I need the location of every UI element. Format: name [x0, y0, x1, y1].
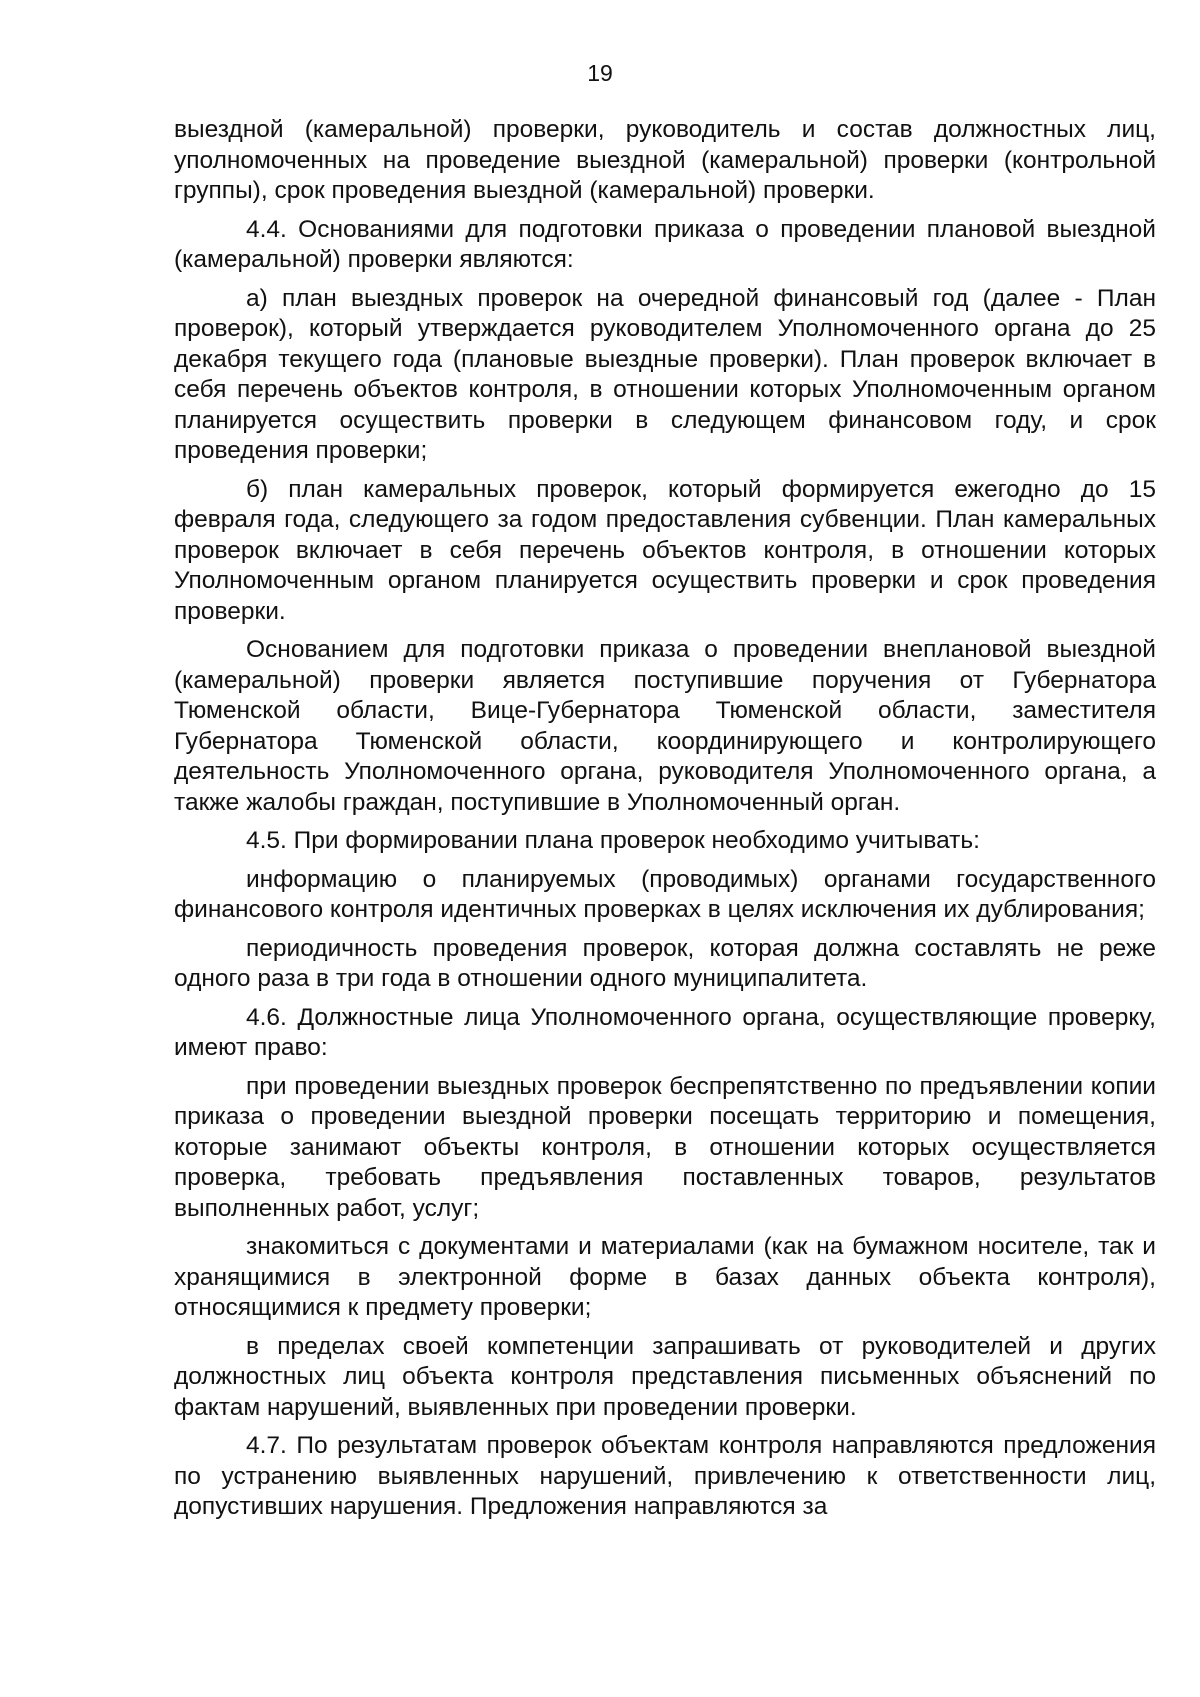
paragraph-4-6: 4.6. Должностные лица Уполномоченного органа, осуществляющие проверку, имеют право: [174, 1003, 1156, 1061]
paragraph-4-4: 4.4. Основаниями для подготовки приказа о проведении плановой выездной (камеральной) проверки являются: [174, 215, 1156, 273]
paragraph-4-4-a: а) план выездных проверок на очередной финансовый год (далее - План проверок), который утверждается руководителем Уполномоченного органа до 25 декабря текущего года (плановые выездные проверки). План проверок включает в себя перечень объектов контроля, в отношении которых Уполномоченным органом планируется осуществить проверки в следующем финансовом году, и срок проведения проверки; [174, 284, 1156, 464]
paragraph-4-6-item-3: в пределах своей компетенции запрашивать от руководителей и других должностных лиц объекта контроля представления письменных объяснений по фактам нарушений, выявленных при проведении проверки. [174, 1332, 1156, 1421]
paragraph-unplanned-basis: Основанием для подготовки приказа о проведении внеплановой выездной (камеральной) проверки является поступившие поручения от Губернатора Тюменской области, Вице-Губернатора Тюменской области, заместителя Губернатора Тюменской области, координирующего и контролирующего деятельность Уполномоченного органа, руководителя Уполномоченного органа, а также жалобы граждан, поступившие в Уполномоченный орган. [174, 636, 1156, 816]
paragraph-4-6-item-2: знакомиться с документами и материалами (как на бумажном носителе, так и хранящимися в электронной форме в базах данных объекта контроля), относящимися к предмету проверки; [174, 1233, 1156, 1321]
paragraph-4-6-item-1: при проведении выездных проверок беспрепятственно по предъявлении копии приказа о проведении выездной проверки посещать территорию и помещения, которые занимают объекты контроля, в отношении которых осуществляется проверка, требовать предъявления поставленных товаров, результатов выполненных работ, услуг; [174, 1072, 1156, 1222]
paragraph-4-7: 4.7. По результатам проверок объектам контроля направляются предложения по устранению выявленных нарушений, привлечению к ответственности лиц, допустивших нарушения. Предложения направляются за [174, 1432, 1156, 1520]
document-body [174, 115, 1156, 1531]
paragraph-4-5: 4.5. При формировании плана проверок необходимо учитывать: [246, 827, 980, 854]
paragraph-4-4-b: б) план камеральных проверок, который формируется ежегодно до 15 февраля года, следующего за годом предоставления субвенции. План камеральных проверок включает в себя перечень объектов контроля, в отношении которых Уполномоченным органом планируется осуществить проверки и срок проведения проверки. [174, 475, 1156, 625]
paragraph-4-5-item-1: информацию о планируемых (проводимых) органами государственного финансового контроля идентичных проверках в целях исключения их дублирования; [174, 865, 1156, 923]
page-number: 19 [587, 60, 613, 86]
paragraph-4-5-item-2: периодичность проведения проверок, которая должна составлять не реже одного раза в три года в отношении одного муниципалитета. [174, 934, 1156, 992]
paragraph-continuation: выездной (камеральной) проверки, руководитель и состав должностных лиц, уполномоченных на проведение выездной (камеральной) проверки (контрольной группы), срок проведения выездной (камеральной) проверки. [174, 116, 1156, 204]
